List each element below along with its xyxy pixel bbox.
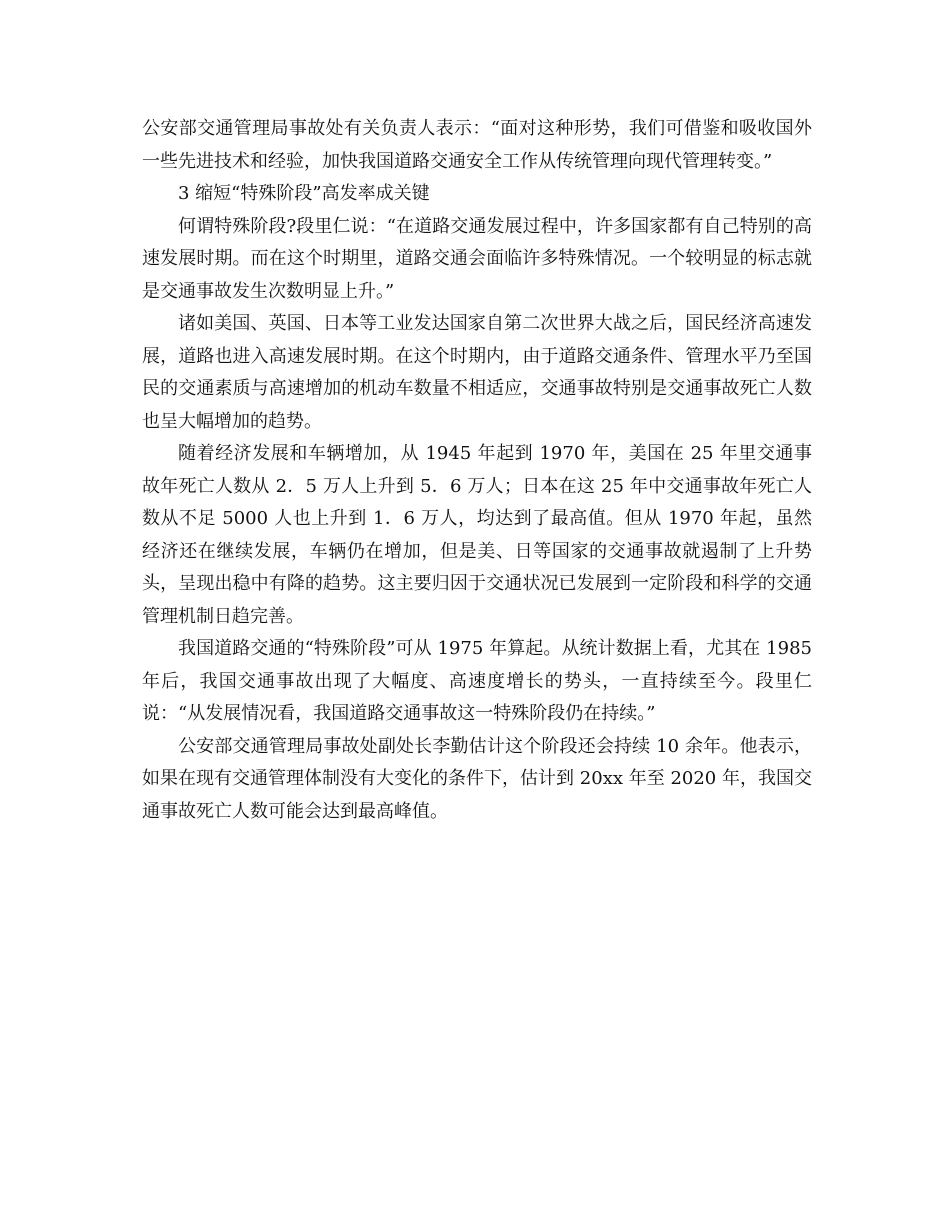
document-body bbox=[142, 113, 812, 828]
paragraph-6: 公安部交通管理局事故处副处长李勤估计这个阶段还会持续 10 余年。他表示，如果在现有交通管理体制没有大变化的条件下，估计到 20xx 年至 2020 年，我国交通事故死亡人数可能会达到最高峰值。 bbox=[142, 735, 812, 822]
paragraph-4: 随着经济发展和车辆增加，从 1945 年起到 1970 年，美国在 25 年里交通事故年死亡人数从 2．5 万人上升到 5．6 万人；日本在这 25 年中交通事故年死亡人数从不足 5000 人也上升到 1．6 万人，均达到了最高值。但从 1970 年起，虽然经济还在继续发展，车辆仍在增加，但是美、日等国家的交通事故就遏制了上升势头，呈现出稳中有降的趋势。这主要归因于交通状况已发展到一定阶段和科学的交通管理机制日趋完善。 bbox=[142, 443, 812, 627]
paragraph-2: 何谓特殊阶段?段里仁说：“在道路交通发展过程中，许多国家都有自己特别的高速发展时期。而在这个时期里，道路交通会面临许多特殊情况。一个较明显的标志就是交通事故发生次数明显上升。” bbox=[142, 215, 812, 302]
paragraph-5: 我国道路交通的“特殊阶段”可从 1975 年算起。从统计数据上看，尤其在 1985 年后，我国交通事故出现了大幅度、高速度增长的势头，一直持续至今。段里仁说：“从发展情况看，我国道路交通事故这一特殊阶段仍在持续。” bbox=[142, 638, 812, 724]
paragraph-3: 诸如美国、英国、日本等工业发达国家自第二次世界大战之后，国民经济高速发展，道路也进入高速发展时期。在这个时期内，由于道路交通条件、管理水平乃至国民的交通素质与高速增加的机动车数量不相适应，交通事故特别是交通事故死亡人数也呈大幅增加的趋势。 bbox=[142, 313, 812, 432]
paragraph-1: 公安部交通管理局事故处有关负责人表示：“面对这种形势，我们可借鉴和吸收国外一些先进技术和经验，加快我国道路交通安全工作从传统管理向现代管理转变。” bbox=[142, 118, 812, 172]
section-heading: 3 缩短“特殊阶段”高发率成关键 bbox=[178, 183, 430, 204]
